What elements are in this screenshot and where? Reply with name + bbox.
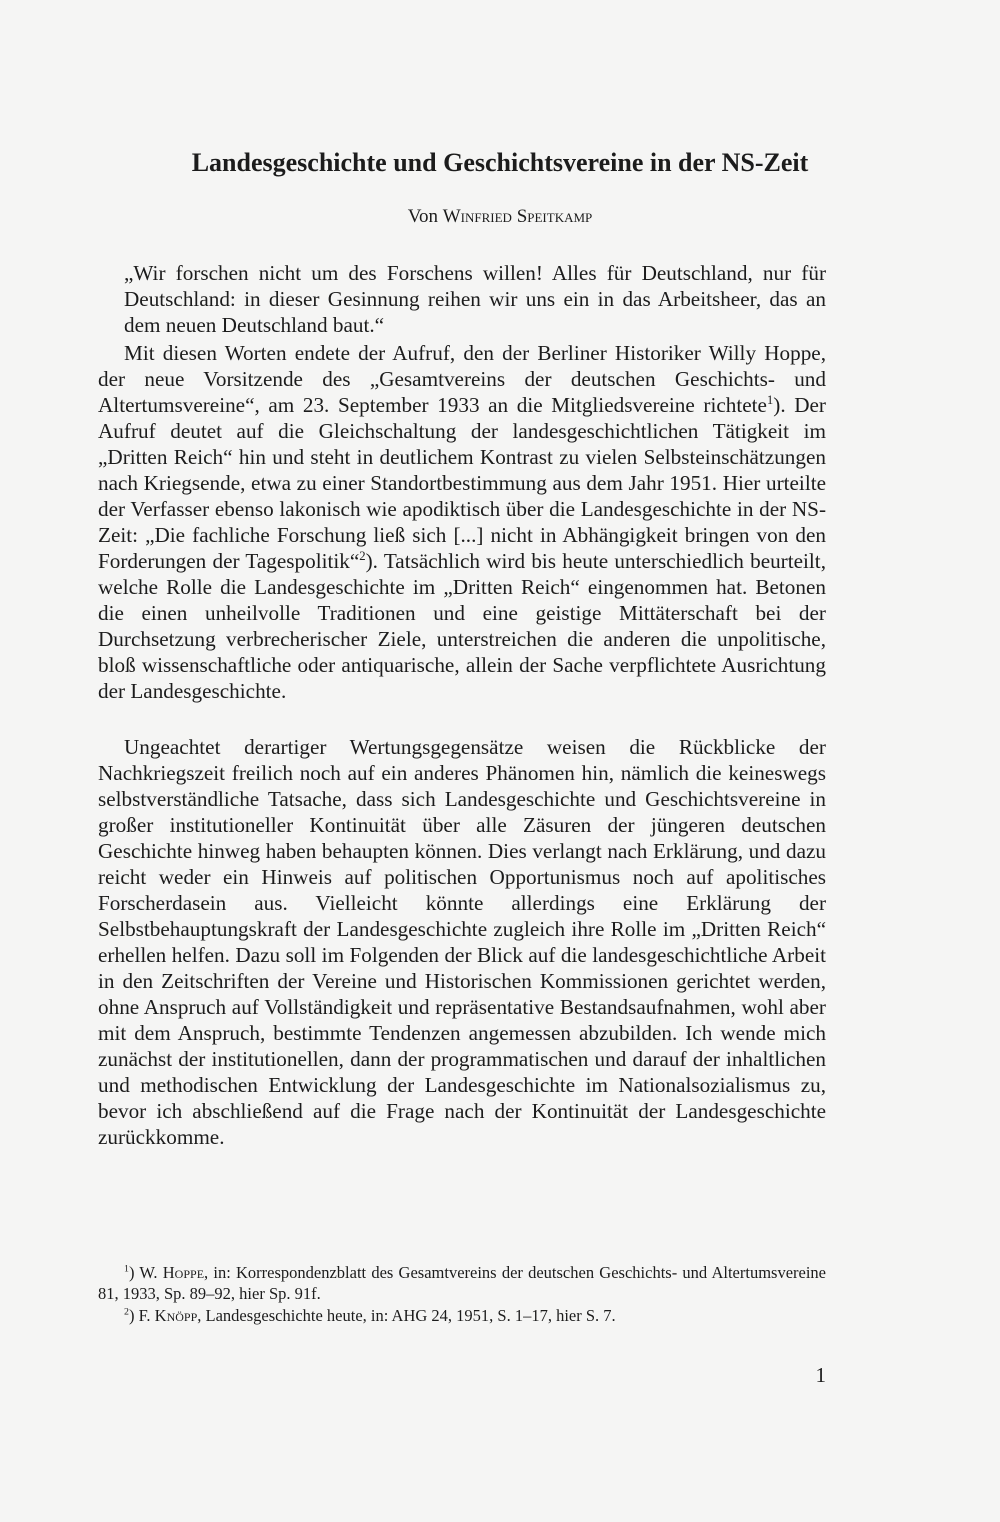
article-title: Landesgeschichte und Geschichtsvereine in der NS-Zeit [191,148,809,177]
para1-text-c: ). Tatsächlich wird bis heute unterschiedlich beurteilt, welche Rolle die Landesgeschichte im „Dritten Reich“ eingenommen hat. Betonen die einen unheilvolle Traditionen und eine geistige Mittäterschaft bei der Durchsetzung verbrecherischer Ziele, unterstreichen die anderen die unpolitische, bloß wissenschaftliche oder antiquarische, allein der Sache verpflichtete Ausrichtung der Landesgeschichte. [98,549,826,703]
page-number: 1 [815,1363,826,1387]
body-paragraph-1 [98,340,826,704]
footnotes-section [98,1262,826,1326]
para1-text-a: Mit diesen Worten endete der Aufruf, den der Berliner Historiker Willy Hoppe, der neue Vorsitzende des „Gesamtvereins der deutschen Geschichts- und Altertumsvereine“, am 23. September 1933 an die Mitgliedsvereine richtete [98,341,826,417]
footnote-marker-2: 2 [124,1306,129,1318]
footnote-1-author: Hoppe [162,1263,205,1282]
motto-quote: „Wir forschen nicht um des Forschens willen! Alles für Deutschland, nur für Deutschland: in dieser Gesinnung reihen wir uns ein in das Arbeitsheer, das an dem neuen Deutschland baut.“ [124,261,826,337]
body-paragraph-2: Ungeachtet derartiger Wertungsgegensätze weisen die Rückblicke der Nachkriegszeit freilich noch auf ein anderes Phänomen hin, nämlich die keineswegs selbstverständliche Tatsache, dass sich Landesgeschichte und Geschichtsvereine in großer institutioneller Kontinuität über alle Zäsuren der jüngeren deutschen Geschichte hinweg haben behaupten können. Dies verlangt nach Erklärung, und dazu reicht weder ein Hinweis auf politischen Opportunismus noch auf apolitisches Forscherdasein aus. Vielleicht könnte allerdings eine Erklärung der Selbstbehauptungskraft der Landesgeschichte zugleich ihre Rolle im „Dritten Reich“ erhellen helfen. Dazu soll im Folgenden der Blick auf die landesgeschichtliche Arbeit in den Zeitschriften der Vereine und Historischen Kommissionen gerichtet werden, ohne Anspruch auf Vollständigkeit und repräsentative Bestandsaufnahmen, wohl aber mit dem Anspruch, bestimmte Tendenzen angemessen abzubilden. Ich wende mich zunächst der institutionellen, dann der programmatischen und darauf der inhaltlichen und methodischen Entwicklung der Landesgeschichte im Nationalsozialismus zu, bevor ich abschließend auf die Frage nach der Kontinuität der Landesgeschichte zurückkomme. [98,735,826,1149]
footnote-marker-1: 1 [124,1263,129,1275]
footnote-2-author: Knöpp [154,1306,198,1325]
footnote-ref-2: 2 [359,548,366,563]
footnote-2-text: , Landesgeschichte heute, in: AHG 24, 1951, S. 1–17, hier S. 7. [197,1306,616,1325]
footnote-1-text: , in: Korrespondenzblatt des Gesamtvereins der deutschen Geschichts- und Altertumsvereine 81, 1933, Sp. 89–92, hier Sp. 91f. [98,1263,827,1303]
author-name: Winfried Speitkamp [442,206,593,227]
footnote-1: $^1$) W. Hoppe, in: Korrespondenzblatt des Gesamtvereins der deutschen Geschichts- und Altertumsvereine 81, 1933, Sp. 89–92, hier Sp. 91f. [98,1263,827,1303]
footnote-2: $^2$) F. Knöpp, Landesgeschichte heute, in: AHG 24, 1951, S. 1–17, hier S. 7. [124,1306,616,1325]
para1-text-b: ). Der Aufruf deutet auf die Gleichschaltung der landesgeschichtlichen Tätigkeit im „Dritten Reich“ hin und steht in deutlichem Kontrast zu vielen Selbsteinschätzungen nach Kriegsende, etwa zu einer Standortbestimmung aus dem Jahr 1951. Hier urteilte der Verfasser ebenso lakonisch wie apodiktisch über die Landesgeschichte in der NS-Zeit: „Die fachliche Forschung ließ sich [...] nicht in Abhängigkeit bringen von den Forderungen der Tagespolitik“ [98,393,826,573]
author-prefix: Von [407,206,438,227]
footnote-2-initial: F. [138,1306,151,1325]
footnote-1-initial: W. [139,1263,158,1282]
author-line [98,205,902,229]
footnote-ref-1: 1 [766,392,774,407]
